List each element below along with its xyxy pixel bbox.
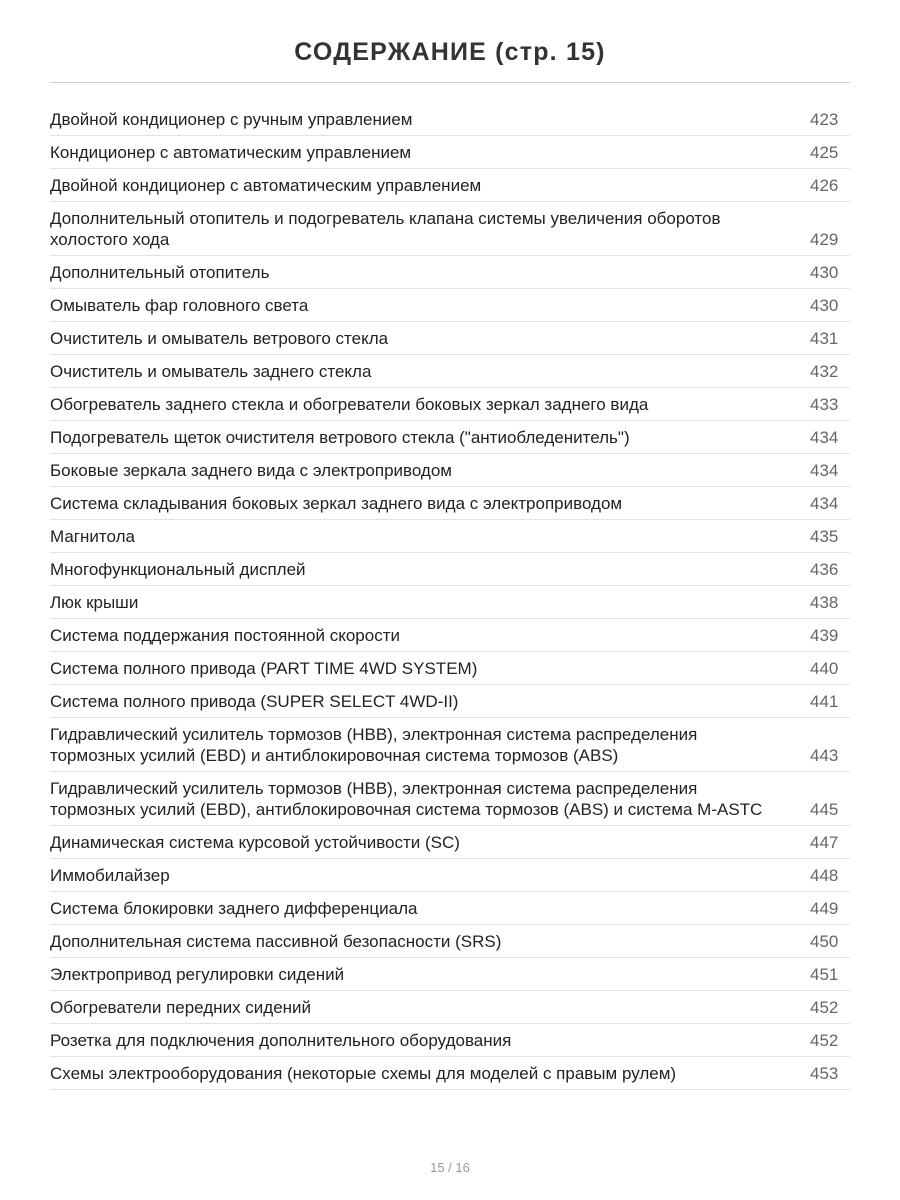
toc-entry-page-number[interactable]: 436 <box>810 560 839 579</box>
toc-entry-title[interactable]: Обогреватели передних сидений <box>50 998 312 1017</box>
toc-entry-page-number[interactable]: 434 <box>810 494 839 513</box>
toc-entry-title[interactable]: Система полного привода (PART TIME 4WD SYSTEM) <box>50 659 478 678</box>
toc-entry-page-number[interactable]: 448 <box>810 866 839 885</box>
toc-entry[interactable] <box>50 289 850 322</box>
toc-entry[interactable] <box>50 202 850 256</box>
toc-entry-title[interactable]: Двойной кондиционер с автоматическим управлением <box>50 176 482 195</box>
toc-entry-title[interactable]: Многофункциональный дисплей <box>50 560 306 579</box>
toc-entry[interactable] <box>50 718 850 772</box>
toc-entry[interactable] <box>50 859 850 892</box>
toc-entry-title[interactable]: Система поддержания постоянной скорости <box>50 626 401 645</box>
toc-entry[interactable] <box>50 388 850 421</box>
toc-entry[interactable] <box>50 685 850 718</box>
toc-entry-title[interactable]: Дополнительный отопитель <box>50 263 270 282</box>
toc-entry-page-number[interactable]: 426 <box>810 176 839 195</box>
toc-entry-page-number[interactable]: 450 <box>810 932 839 951</box>
toc-entry-title[interactable]: Очиститель и омыватель ветрового стекла <box>50 329 389 348</box>
toc-entry-page-number[interactable]: 434 <box>810 428 839 447</box>
toc-entry-title[interactable]: Система полного привода (SUPER SELECT 4WD-II) <box>50 692 459 711</box>
toc-entry[interactable] <box>50 355 850 388</box>
toc-entry[interactable] <box>50 553 850 586</box>
toc-entry-page-number[interactable]: 430 <box>810 263 839 282</box>
toc-entry[interactable] <box>50 169 850 202</box>
toc-entry-title[interactable]: Двойной кондиционер с ручным управлением <box>50 110 413 129</box>
toc-entry-title[interactable]: Система блокировки заднего дифференциала <box>50 899 418 918</box>
toc-entry-page-number[interactable]: 432 <box>810 362 839 381</box>
toc-entry-title[interactable]: Иммобилайзер <box>50 866 170 885</box>
toc-entry-page-number[interactable]: 440 <box>810 659 839 678</box>
toc-entry-page-number[interactable]: 441 <box>810 692 839 711</box>
toc-entry-page-number[interactable]: 430 <box>810 296 839 315</box>
toc-entry-page-number[interactable]: 438 <box>810 593 839 612</box>
toc-entry-page-number[interactable]: 447 <box>810 833 839 852</box>
toc-entry-page-number[interactable]: 435 <box>810 527 839 546</box>
toc-entry-page-number[interactable]: 423 <box>810 110 839 129</box>
toc-entry-page-number[interactable]: 452 <box>810 998 839 1017</box>
toc-entry-title[interactable]: Кондиционер с автоматическим управлением <box>50 143 412 162</box>
toc-entry[interactable] <box>50 487 850 520</box>
toc-entry[interactable] <box>50 772 850 826</box>
toc-entry-title[interactable]: Гидравлический усилитель тормозов (HBB), электронная система распределения тормозных усилий (EBD), антиблокировочная система тормозов (ABS) и система M-ASTC <box>50 779 763 819</box>
toc-entry-title[interactable]: Люк крыши <box>50 593 139 612</box>
toc-entry-title[interactable]: Магнитола <box>50 527 135 546</box>
table-of-contents <box>50 103 850 1090</box>
page-indicator: 15 / 16 <box>430 1160 470 1175</box>
toc-entry-page-number[interactable]: 434 <box>810 461 839 480</box>
toc-entry-page-number[interactable]: 431 <box>810 329 839 348</box>
toc-entry-title[interactable]: Боковые зеркала заднего вида с электроприводом <box>50 461 452 480</box>
toc-entry-title[interactable]: Электропривод регулировки сидений <box>50 965 345 984</box>
toc-entry-page-number[interactable]: 433 <box>810 395 839 414</box>
toc-entry[interactable] <box>50 421 850 454</box>
toc-entry[interactable] <box>50 136 850 169</box>
toc-entry-page-number[interactable]: 452 <box>810 1031 839 1050</box>
toc-entry-title[interactable]: Гидравлический усилитель тормозов (HBB), электронная система распределения тормозных усилий (EBD) и антиблокировочная система тормозов (ABS) <box>50 725 698 765</box>
toc-entry[interactable] <box>50 991 850 1024</box>
toc-entry-title[interactable]: Обогреватель заднего стекла и обогреватели боковых зеркал заднего вида <box>50 395 649 414</box>
toc-entry-page-number[interactable]: 445 <box>810 800 839 819</box>
toc-entry-page-number[interactable]: 439 <box>810 626 839 645</box>
toc-entry-page-number[interactable]: 425 <box>810 143 839 162</box>
document-page <box>50 0 850 1200</box>
toc-entry[interactable] <box>50 958 850 991</box>
toc-entry-title[interactable]: Схемы электрооборудования (некоторые схемы для моделей с правым рулем) <box>50 1064 677 1083</box>
toc-entry-page-number[interactable]: 429 <box>810 230 839 249</box>
toc-entry-page-number[interactable]: 453 <box>810 1064 839 1083</box>
toc-entry-title[interactable]: Дополнительная система пассивной безопасности (SRS) <box>50 932 502 951</box>
toc-entry[interactable] <box>50 586 850 619</box>
toc-entry[interactable] <box>50 1024 850 1057</box>
toc-entry[interactable] <box>50 1057 850 1090</box>
title-divider <box>50 82 850 83</box>
toc-entry-title[interactable]: Розетка для подключения дополнительного оборудования <box>50 1031 512 1050</box>
toc-entry-page-number[interactable]: 443 <box>810 746 839 765</box>
toc-entry-title[interactable]: Омыватель фар головного света <box>50 296 309 315</box>
toc-entry[interactable] <box>50 454 850 487</box>
toc-entry[interactable] <box>50 619 850 652</box>
toc-entry-title[interactable]: Динамическая система курсовой устойчивости (SC) <box>50 833 460 852</box>
page-title: СОДЕРЖАНИЕ (стр. 15) <box>294 38 606 66</box>
toc-entry[interactable] <box>50 652 850 685</box>
toc-entry-title[interactable]: Система складывания боковых зеркал заднего вида с электроприводом <box>50 494 623 513</box>
toc-entry-page-number[interactable]: 451 <box>810 965 839 984</box>
toc-entry[interactable] <box>50 256 850 289</box>
toc-entry[interactable] <box>50 826 850 859</box>
toc-entry[interactable] <box>50 520 850 553</box>
toc-entry[interactable] <box>50 925 850 958</box>
toc-entry[interactable] <box>50 322 850 355</box>
toc-entry-title[interactable]: Подогреватель щеток очистителя ветрового стекла ("антиобледенитель") <box>50 428 630 447</box>
toc-entry-title[interactable]: Дополнительный отопитель и подогреватель клапана системы увеличения оборотов холостого хода <box>50 209 721 249</box>
toc-entry-page-number[interactable]: 449 <box>810 899 839 918</box>
toc-entry-title[interactable]: Очиститель и омыватель заднего стекла <box>50 362 372 381</box>
toc-entry[interactable] <box>50 103 850 136</box>
toc-entry[interactable] <box>50 892 850 925</box>
